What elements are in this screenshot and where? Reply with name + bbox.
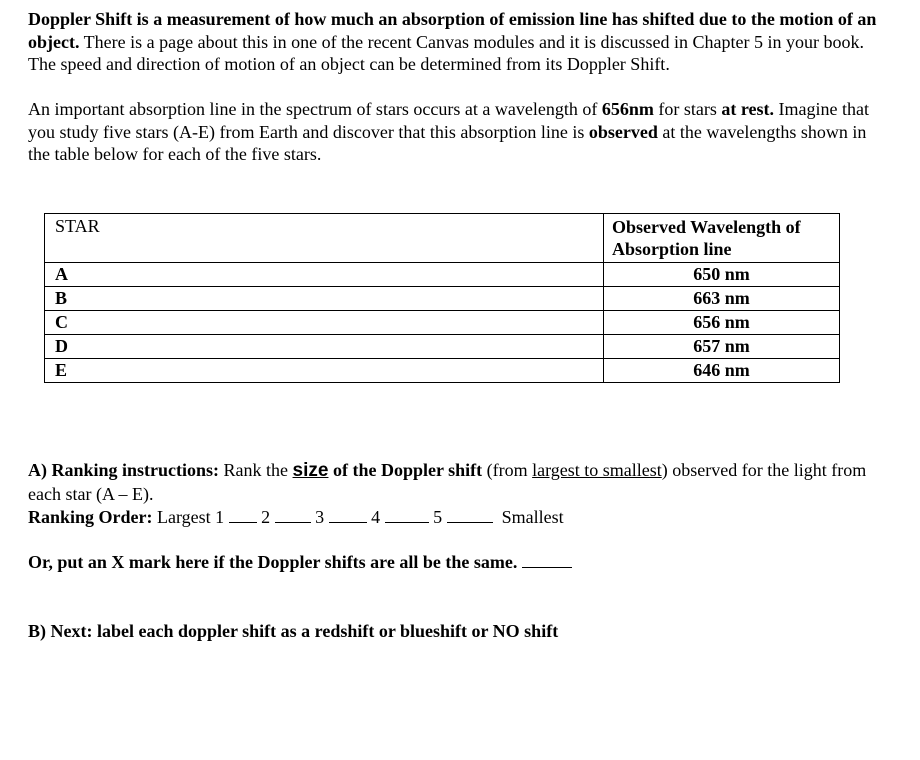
intro-bold: Doppler Shift is a measurement of how much an absorption of emission line has shifted due to the motion of an object. <box>28 9 877 52</box>
section-a-label: A) Ranking instructions: <box>28 460 220 480</box>
ranking-instructions <box>28 459 878 505</box>
rest-wavelength: 656nm <box>601 99 654 119</box>
rank-blank-5[interactable] <box>447 506 493 523</box>
text: An important absorption line in the spectrum of stars occurs at a wavelength of <box>28 99 602 119</box>
table-row <box>45 263 840 287</box>
intro-paragraph <box>28 8 878 76</box>
text: of the Doppler shift <box>328 460 483 480</box>
observed-label: observed <box>588 121 658 142</box>
all-same-line <box>28 551 572 573</box>
table-row <box>45 287 840 311</box>
ranking-order-line <box>28 506 878 529</box>
rank-blank-1[interactable] <box>229 506 257 523</box>
text: for stars <box>653 99 722 119</box>
rank-blank-3[interactable] <box>329 506 367 523</box>
table-row <box>45 335 840 359</box>
rank-number: 4 <box>371 507 381 527</box>
wavelength-cell: 650 nm <box>604 263 840 287</box>
table-header-row <box>45 214 840 263</box>
table-row <box>45 359 840 383</box>
text: Imagine that you study five stars (A-E) from Earth and discover that this absorption line is <box>28 99 869 142</box>
star-cell: B <box>45 287 604 311</box>
rank-blank-4[interactable] <box>385 506 429 523</box>
rank-number: 5 <box>433 507 443 527</box>
intro-rest: There is a page about this in one of the recent Canvas modules and it is discussed in Chapter 5 in your book. The speed and direction of motion of an object can be determined from its Doppler Shift. <box>28 31 864 74</box>
star-cell: D <box>45 335 604 359</box>
star-cell: E <box>45 359 604 383</box>
wavelength-cell: 657 nm <box>604 335 840 359</box>
text: Rank the <box>219 460 293 480</box>
rank-number: 2 <box>261 507 271 527</box>
ranking-order-label: Ranking Order: <box>28 507 153 527</box>
rank-smallest: Smallest <box>501 507 564 527</box>
wavelength-cell: 656 nm <box>604 311 840 335</box>
table-row <box>45 311 840 335</box>
star-cell: A <box>45 263 604 287</box>
rank-blank-2[interactable] <box>275 506 311 523</box>
wavelength-cell: 646 nm <box>604 359 840 383</box>
text: at the wavelengths shown in the table below for each of the five stars. <box>28 121 867 164</box>
size-word: size <box>292 460 329 481</box>
text: (from <box>482 460 533 480</box>
header-wavelength: Observed Wavelength of Absorption line <box>604 214 840 263</box>
star-cell: C <box>45 311 604 335</box>
largest-to-smallest: largest to smallest <box>532 460 662 480</box>
at-rest-label: at rest. <box>721 99 775 119</box>
text: ) observed for the light from each star (A – E). <box>28 460 867 504</box>
instructions-paragraph <box>28 98 878 166</box>
all-same-text: Or, put an X mark here if the Doppler shifts are all be the same. <box>28 552 518 572</box>
wavelength-cell: 663 nm <box>604 287 840 311</box>
rank-number: 3 <box>315 507 325 527</box>
section-b-heading: B) Next: label each doppler shift as a redshift or blueshift or NO shift <box>28 621 559 641</box>
header-star: STAR <box>45 214 604 263</box>
rank-largest: Largest 1 <box>152 507 225 527</box>
star-wavelength-table <box>44 213 840 383</box>
all-same-blank[interactable] <box>522 551 572 568</box>
